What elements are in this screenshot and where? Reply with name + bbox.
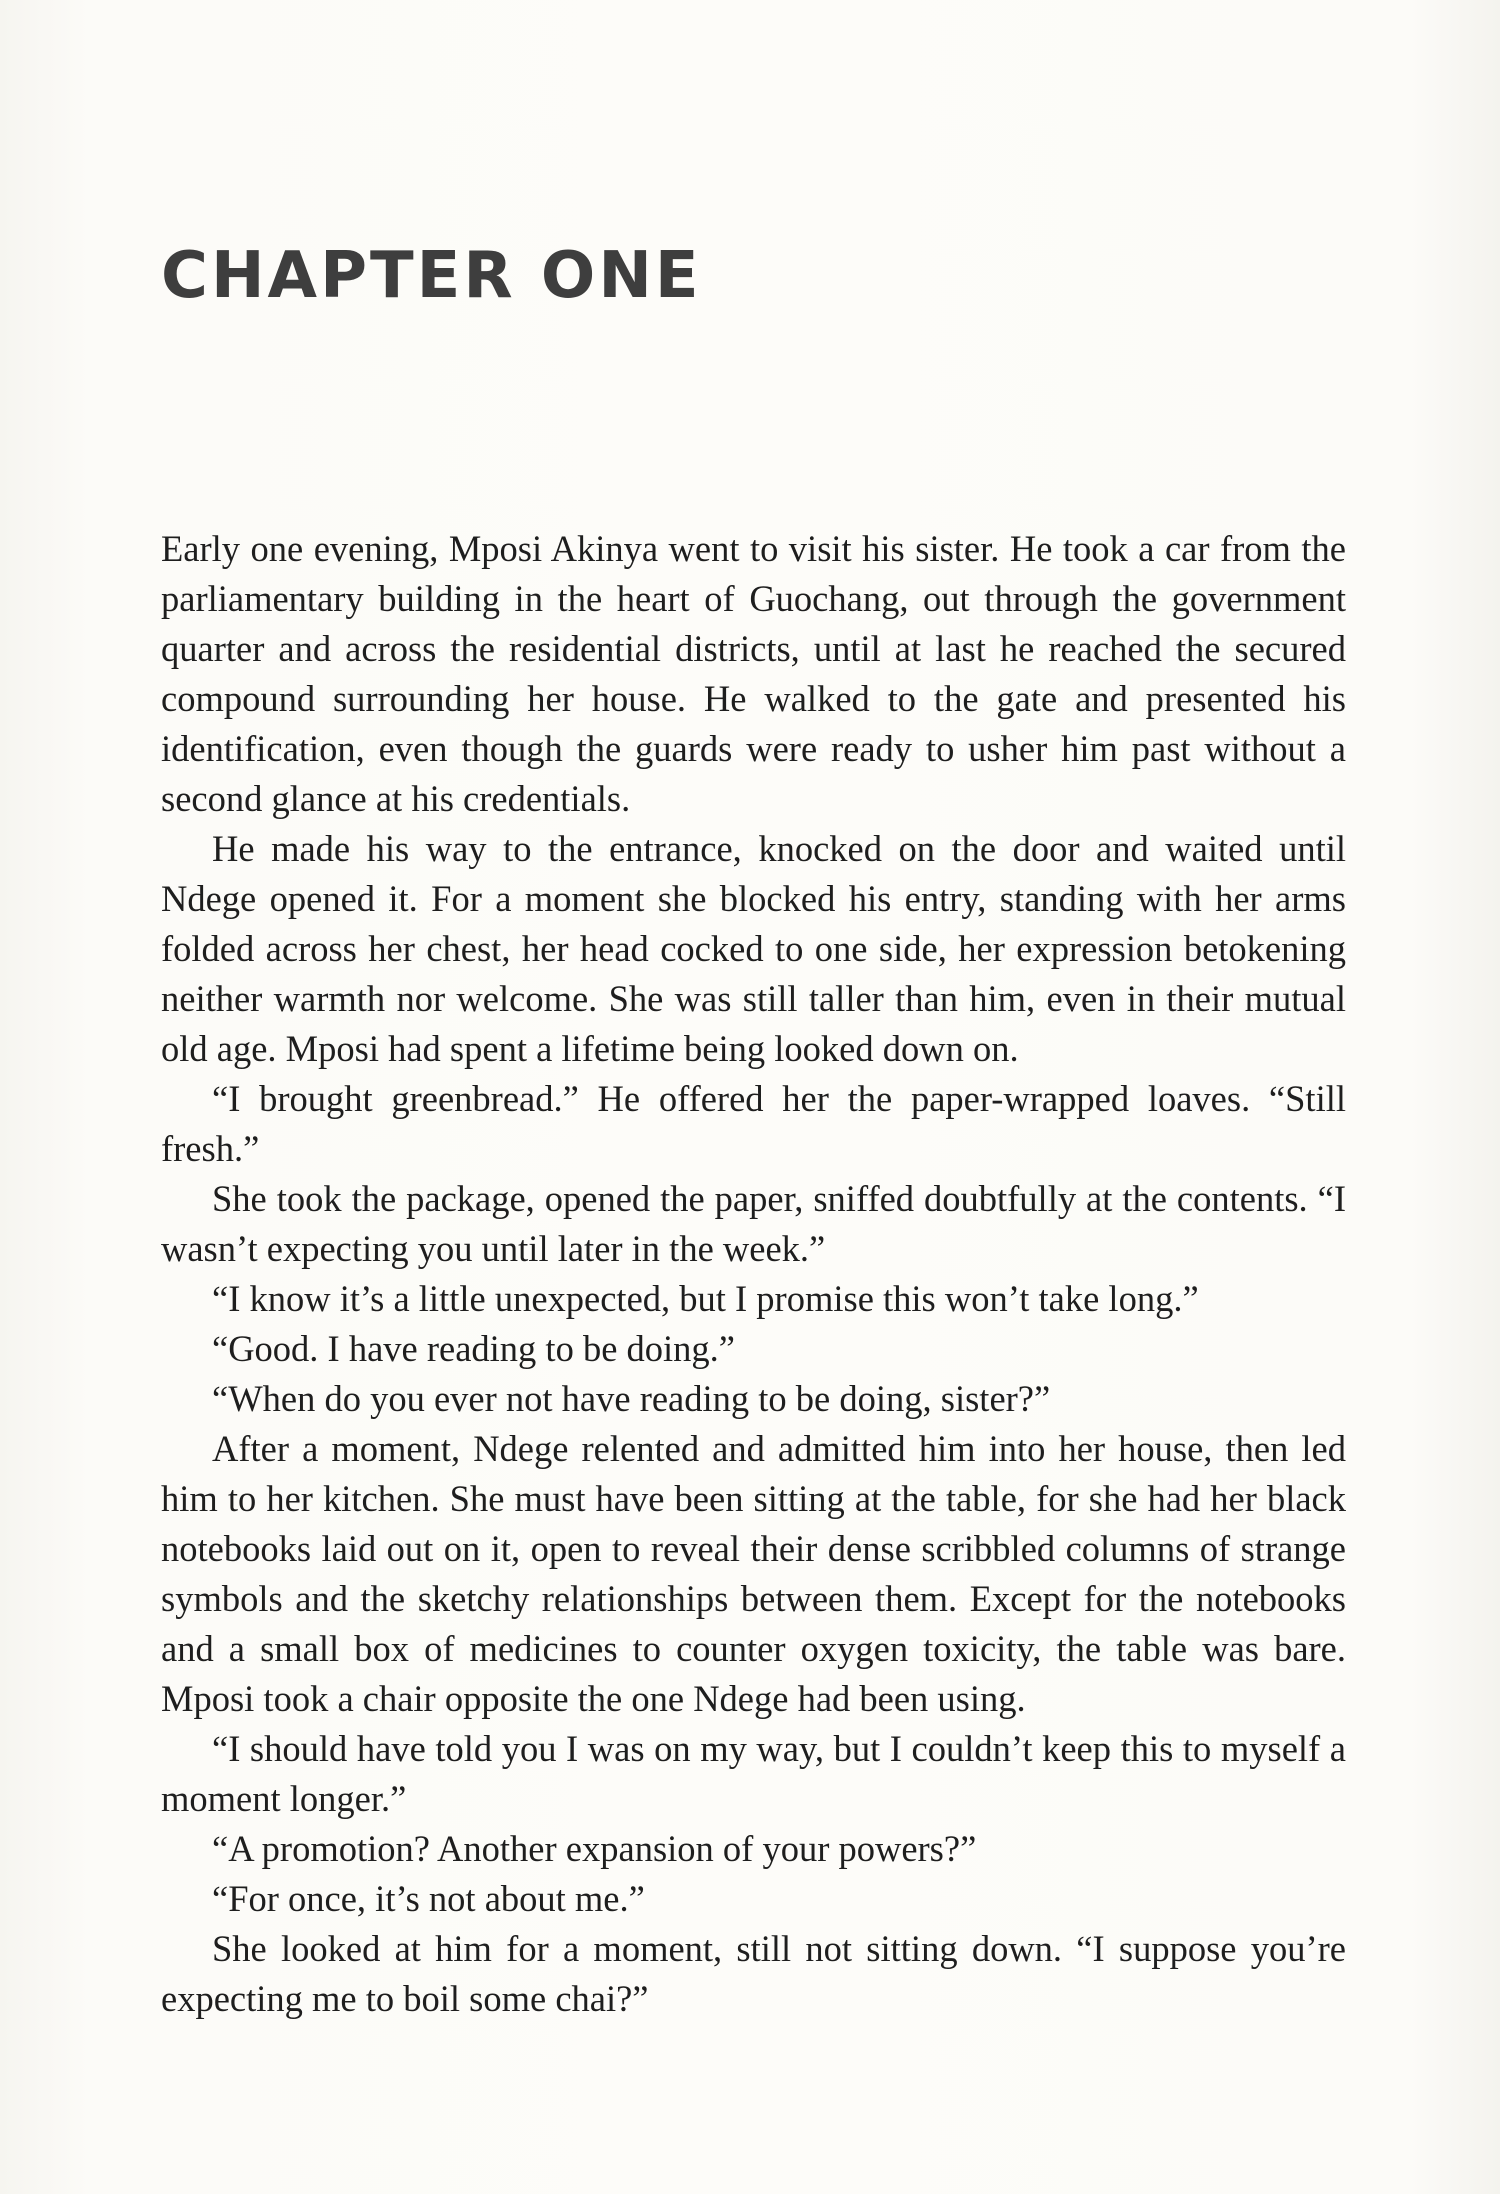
paragraph: She looked at him for a moment, still not sitting down. “I suppose you’re expecting me to boil some chai?”	[161, 1928, 1346, 2019]
paragraph: He made his way to the entrance, knocked on the door and waited until Ndege opened it. For a moment she blocked his entry, standing with her arms folded across her chest, her head cocked to one side, her expression betokening neither warmth nor welcome. She was still taller than him, even in their mutual old age. Mposi had spent a lifetime being looked down on.	[161, 828, 1346, 1069]
paragraph: “Good. I have reading to be doing.”	[212, 1328, 735, 1369]
paragraph: “When do you ever not have reading to be doing, sister?”	[212, 1378, 1051, 1419]
chapter-title: CHAPTER ONE	[161, 239, 702, 313]
chapter-body	[161, 524, 1346, 2024]
paragraph: She took the package, opened the paper, sniffed doubtfully at the contents. “I wasn’t expecting you until later in the week.”	[161, 1178, 1346, 1269]
paragraph: “I know it’s a little unexpected, but I promise this won’t take long.”	[212, 1278, 1199, 1319]
paragraph: “I should have told you I was on my way, but I couldn’t keep this to myself a moment longer.”	[161, 1728, 1346, 1819]
paragraph: “For once, it’s not about me.”	[212, 1878, 645, 1919]
paragraph: After a moment, Ndege relented and admitted him into her house, then led him to her kitchen. She must have been sitting at the table, for she had her black notebooks laid out on it, open to reveal their dense scribbled columns of strange symbols and the sketchy relationships between them. Except for the notebooks and a small box of medicines to counter oxygen toxicity, the table was bare. Mposi took a chair opposite the one Ndege had been using.	[161, 1428, 1346, 1719]
paragraph: “I brought greenbread.” He offered her the paper-wrapped loaves. “Still fresh.”	[161, 1078, 1346, 1169]
paragraph: Early one evening, Mposi Akinya went to visit his sister. He took a car from the parliamentary building in the heart of Guochang, out through the government quarter and across the residential districts, until at last he reached the secured compound surrounding her house. He walked to the gate and presented his identification, even though the guards were ready to usher him past without a second glance at his credentials.	[161, 528, 1346, 819]
paragraph: “A promotion? Another expansion of your powers?”	[212, 1828, 977, 1869]
